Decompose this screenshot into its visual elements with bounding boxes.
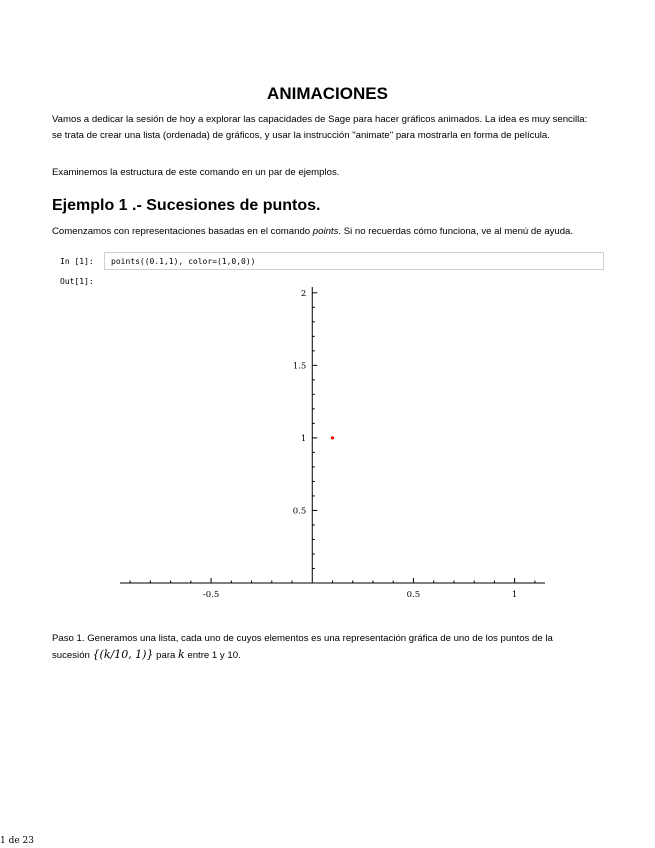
y-tick-label: 1.5 [292, 361, 307, 372]
example-1-text-post: . Si no recuerdas cómo funciona, ve al menú de ayuda. [338, 226, 574, 237]
y-tick-label: 2 [300, 288, 307, 299]
x-tick-label: 0.5 [406, 590, 421, 600]
out-prompt: Out[1]: [60, 277, 94, 286]
plot-tick-labels [203, 289, 517, 600]
data-point [331, 436, 334, 439]
x-tick-label: 1 [511, 590, 518, 600]
example-1-text-pre: Comenzamos con representaciones basadas en el comando [52, 226, 313, 237]
intro-paragraph: Vamos a dedicar la sesión de hoy a explorar las capacidades de Sage para hacer gráficos animados. La idea es muy sencilla: se trata de crear una lista (ordenada) de gráficos, y usar la instrucción "animate" para mostrarla en forma de película. [52, 114, 588, 141]
example-1-heading: Ejemplo 1 .- Sucesiones de puntos. [52, 197, 321, 214]
y-tick-label: 0.5 [292, 506, 307, 517]
step-1-paragraph [52, 631, 592, 664]
plot-axes [120, 287, 545, 583]
y-tick-label: 1 [300, 433, 307, 444]
k-variable: k [178, 648, 185, 661]
plot-marks [331, 436, 334, 439]
code-text: points((0.1,1), color=(1,0,0)) [111, 257, 256, 266]
x-tick-label: -0.5 [202, 590, 220, 600]
step-1-text-mid: para [153, 650, 179, 661]
page-footer: 1 de 23 [0, 836, 34, 846]
in-prompt: In [1]: [60, 257, 94, 266]
examine-paragraph: Examinemos la estructura de este comando en un par de ejemplos. [52, 167, 340, 178]
points-command-name: points [312, 226, 339, 237]
step-1-text-post: entre 1 y 10. [184, 650, 241, 661]
page-title: ANIMACIONES [267, 84, 388, 103]
sequence-formula: {(k/10, 1)} [92, 648, 154, 661]
step-1-text-pre: Paso 1. Generamos una lista, cada uno de cuyos elementos es una representación gráfica de uno de los puntos de la sucesión [52, 633, 553, 661]
